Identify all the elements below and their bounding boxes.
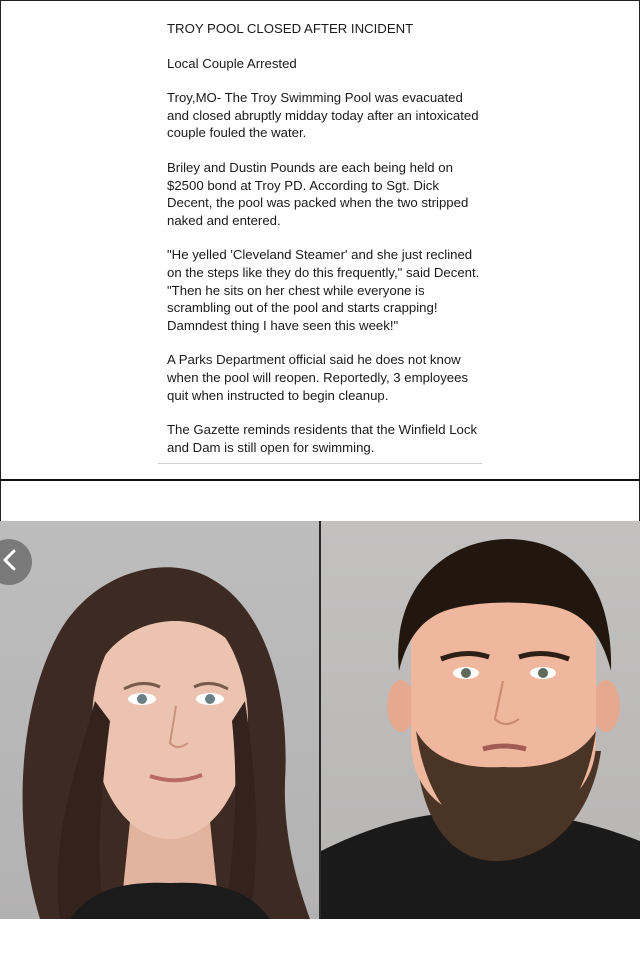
bottom-blank-area: [0, 919, 640, 960]
article-paragraph: Briley and Dustin Pounds are each being held on $2500 bond at Troy PD. According to Sgt. Dick Decent, the pool was packed when the two stripped naked and entered.: [167, 159, 469, 228]
article-divider: [158, 463, 482, 464]
article-headline: TROY POOL CLOSED AFTER INCIDENT: [167, 21, 414, 36]
article-paragraph: The Gazette reminds residents that the Winfield Lock and Dam is still open for swimming.: [167, 422, 478, 455]
article: [167, 20, 487, 473]
woman-mugshot-photo: [0, 521, 319, 919]
man-mugshot-photo: [321, 521, 640, 919]
article-subhead: Local Couple Arrested: [167, 55, 297, 71]
woman-portrait-drawing: [0, 521, 319, 919]
chevron-left-icon: [0, 548, 21, 577]
article-paragraph: A Parks Department official said he does not know when the pool will reopen. Reportedly, 3 employees quit when instructed to begin cleanup.: [167, 352, 469, 403]
mugshot-photos: [0, 521, 640, 919]
article-paragraph: Troy,MO- The Troy Swimming Pool was evacuated and closed abruptly midday today after an intoxicated couple fouled the water.: [167, 90, 479, 141]
man-portrait-drawing: [321, 521, 640, 919]
section-divider: [0, 479, 640, 481]
article-paragraph: "He yelled 'Cleveland Steamer' and she just reclined on the steps like they do this frequently," said Decent. "Then he sits on her chest while everyone is scrambling out of the pool and starts crapping! Damndest thing I have seen this week!": [167, 247, 480, 333]
